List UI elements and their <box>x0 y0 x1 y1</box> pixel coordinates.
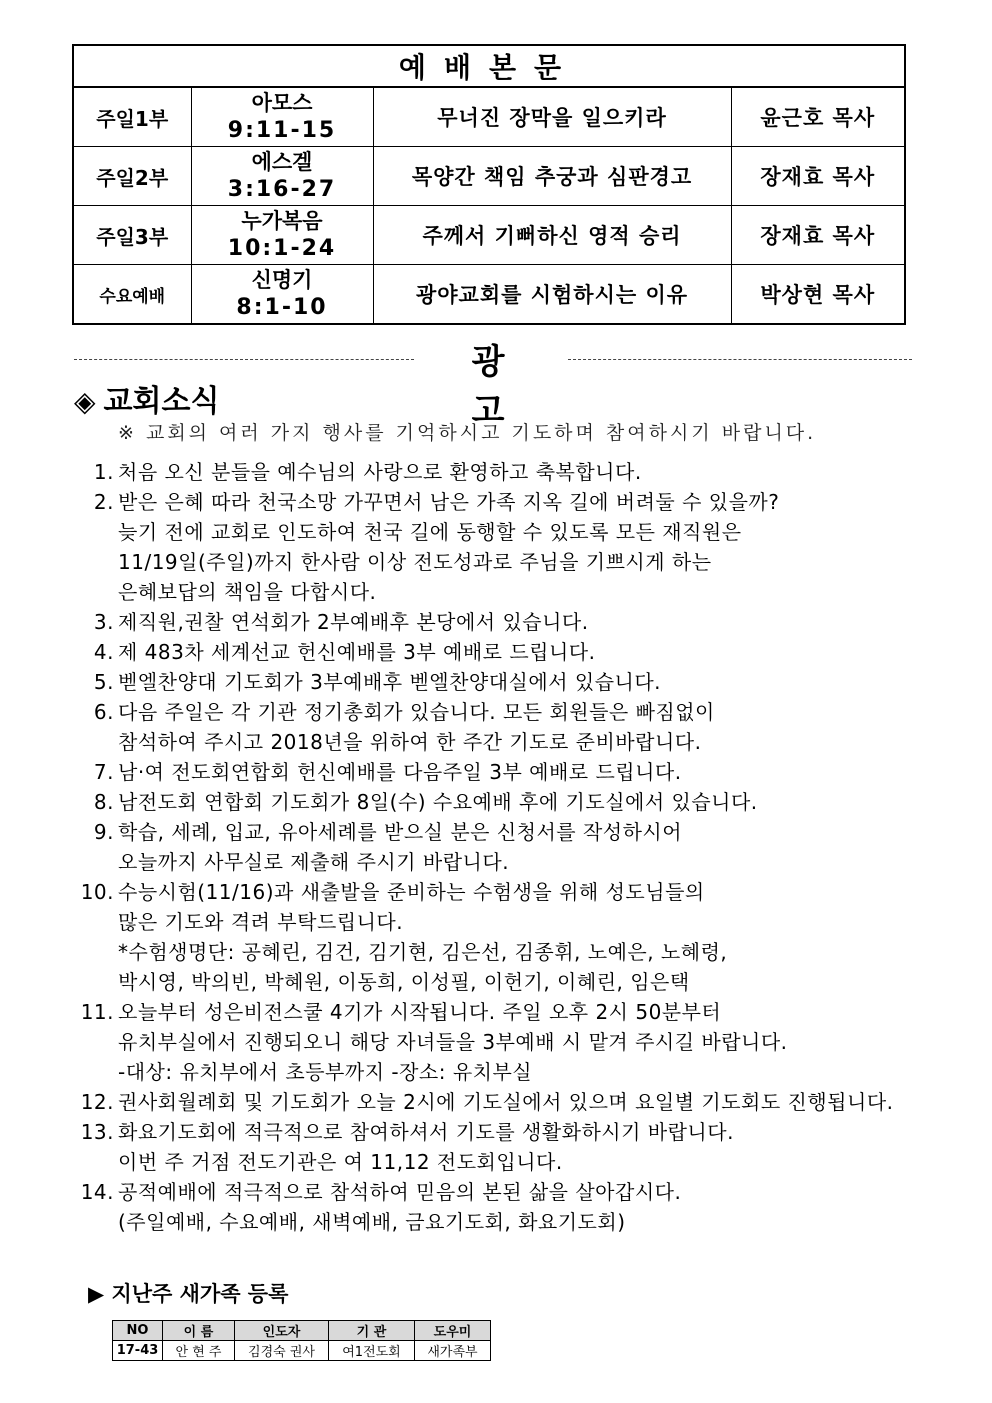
worship-table <box>72 44 906 325</box>
list-item-number: 12. <box>80 1090 114 1114</box>
list-item-number: 1. <box>93 460 114 484</box>
list-item-line: 11/19일(주일)까지 한사람 이상 전도성과로 주님을 기쁘시게 하는 <box>118 550 712 574</box>
scripture-book: 에스겔 <box>251 150 313 174</box>
church-news-heading <box>74 376 219 420</box>
worship-row <box>73 206 905 265</box>
worship-row <box>73 87 905 147</box>
list-item <box>70 487 930 607</box>
list-item-line: 참석하여 주시고 2018년을 위하여 한 주간 기도로 준비바랍니다. <box>118 730 702 754</box>
scripture-ref: 3:16-27 <box>227 177 337 202</box>
scripture <box>191 206 373 265</box>
list-item-line: (주일예배, 수요예배, 새벽예배, 금요기도회, 화요기도회) <box>118 1210 626 1234</box>
list-item <box>70 697 930 757</box>
list-item-number: 14. <box>80 1180 114 1204</box>
scripture-book: 신명기 <box>251 268 313 292</box>
church-news-note: ※ 교회의 여러 가지 행사를 기억하시고 기도하며 참여하시기 바랍니다. <box>118 422 817 444</box>
worship-row <box>73 265 905 325</box>
list-item-line: 많은 기도와 격려 부탁드립니다. <box>118 910 404 934</box>
list-item <box>70 667 930 697</box>
new-family-heading <box>88 1278 288 1308</box>
ads-divider-right <box>568 359 912 360</box>
scripture <box>191 87 373 147</box>
worship-table-title: 예배본문 <box>73 45 905 87</box>
worship-row <box>73 147 905 206</box>
list-item-number: 11. <box>80 1000 114 1024</box>
list-item <box>70 1087 930 1117</box>
list-item-line: 제 483차 세계선교 헌신예배를 3부 예배로 드립니다. <box>118 640 596 664</box>
list-item-line: 화요기도회에 적극적으로 참여하셔서 기도를 생활화하시기 바랍니다. <box>118 1120 734 1144</box>
list-item <box>70 457 930 487</box>
list-item-line: *수험생명단: 공혜린, 김건, 김기현, 김은선, 김종휘, 노예은, 노혜령, <box>118 940 728 964</box>
service-name: 주일1부 <box>73 87 191 147</box>
list-item-line: 다음 주일은 각 기관 정기총회가 있습니다. 모든 회원들은 빠짐없이 <box>118 700 715 724</box>
list-item-line: 박시영, 박의빈, 박혜원, 이동희, 이성필, 이헌기, 이혜린, 임은택 <box>118 970 690 994</box>
triangle-right-icon: ▶ <box>88 1282 105 1306</box>
list-item <box>70 877 930 997</box>
diamond-icon: ◈ <box>74 385 96 418</box>
scripture-ref: 10:1-24 <box>227 236 337 261</box>
list-item-line: -대상: 유치부에서 초등부까지 -장소: 유치부실 <box>118 1060 533 1084</box>
scripture-ref: 9:11-15 <box>227 118 337 143</box>
sermon-title: 광야교회를 시험하시는 이유 <box>373 265 731 325</box>
table-cell: 여1전도회 <box>329 1341 415 1361</box>
table-cell: 17-43 <box>113 1341 163 1361</box>
column-header: 인도자 <box>235 1321 329 1341</box>
pastor-name: 장재효 목사 <box>731 206 905 265</box>
list-item-line: 오늘까지 사무실로 제출해 주시기 바랍니다. <box>118 850 510 874</box>
list-item-number: 4. <box>93 640 114 664</box>
list-item-line: 늦기 전에 교회로 인도하여 천국 길에 동행할 수 있도록 모든 재직원은 <box>118 520 742 544</box>
scripture-book: 아모스 <box>251 91 313 115</box>
column-header: 이 름 <box>163 1321 235 1341</box>
list-item-line: 오늘부터 성은비전스쿨 4기가 시작됩니다. 주일 오후 2시 50분부터 <box>118 1000 722 1024</box>
list-item <box>70 757 930 787</box>
table-cell: 김경숙 권사 <box>235 1341 329 1361</box>
list-item-number: 3. <box>93 610 114 634</box>
service-name: 수요예배 <box>73 265 191 325</box>
table-cell: 새가족부 <box>415 1341 491 1361</box>
column-header: 기 관 <box>329 1321 415 1341</box>
pastor-name: 윤근호 목사 <box>731 87 905 147</box>
pastor-name: 박상현 목사 <box>731 265 905 325</box>
list-item-number: 2. <box>93 490 114 514</box>
pastor-name: 장재효 목사 <box>731 147 905 206</box>
list-item-number: 7. <box>93 760 114 784</box>
list-item <box>70 1177 930 1237</box>
list-item <box>70 637 930 667</box>
list-item-line: 받은 은혜 따라 천국소망 가꾸면서 남은 가족 지옥 길에 버려둘 수 있을까? <box>118 490 780 514</box>
list-item-line: 남전도회 연합회 기도회가 8일(수) 수요예배 후에 기도실에서 있습니다. <box>118 790 758 814</box>
ads-title: 광고 <box>471 342 539 431</box>
list-item-line: 은혜보답의 책임을 다합시다. <box>118 580 377 604</box>
list-item-number: 10. <box>80 880 114 904</box>
list-item-line: 처음 오신 분들을 예수님의 사랑으로 환영하고 축복합니다. <box>118 460 642 484</box>
service-name: 주일3부 <box>73 206 191 265</box>
table-cell: 안 현 주 <box>163 1341 235 1361</box>
list-item-line: 이번 주 거점 전도기관은 여 11,12 전도회입니다. <box>118 1150 563 1174</box>
list-item-number: 13. <box>80 1120 114 1144</box>
scripture-book: 누가복음 <box>241 209 323 233</box>
column-header: 도우미 <box>415 1321 491 1341</box>
column-header: NO <box>113 1321 163 1341</box>
list-item-number: 5. <box>93 670 114 694</box>
ads-divider-left <box>74 359 414 360</box>
list-item-line: 벧엘찬양대 기도회가 3부예배후 벧엘찬양대실에서 있습니다. <box>118 670 662 694</box>
scripture <box>191 265 373 325</box>
list-item-number: 8. <box>93 790 114 814</box>
sermon-title: 목양간 책임 추궁과 심판경고 <box>373 147 731 206</box>
list-item-line: 권사회월례회 및 기도회가 오늘 2시에 기도실에서 있으며 요일별 기도회도 진행됩니다. <box>118 1090 894 1114</box>
scripture <box>191 147 373 206</box>
list-item-line: 남·여 전도회연합회 헌신예배를 다음주일 3부 예배로 드립니다. <box>118 760 682 784</box>
list-item <box>70 997 930 1087</box>
announcement-list <box>70 457 930 1237</box>
sermon-title: 무너진 장막을 일으키라 <box>373 87 731 147</box>
sermon-title: 주께서 기뻐하신 영적 승리 <box>373 206 731 265</box>
church-news-title: 교회소식 <box>103 384 220 419</box>
list-item-line: 유치부실에서 진행되오니 해당 자녀들을 3부예배 시 맡겨 주시길 바랍니다. <box>118 1030 788 1054</box>
service-name: 주일2부 <box>73 147 191 206</box>
new-family-header-row <box>113 1321 491 1341</box>
list-item <box>70 817 930 877</box>
list-item-number: 6. <box>93 700 114 724</box>
list-item-line: 제직원,권찰 연석회가 2부예배후 본당에서 있습니다. <box>118 610 589 634</box>
list-item <box>70 787 930 817</box>
new-family-table <box>112 1320 491 1361</box>
list-item-line: 학습, 세례, 입교, 유아세례를 받으실 분은 신청서를 작성하시어 <box>118 820 683 844</box>
list-item-number: 9. <box>93 820 114 844</box>
list-item <box>70 1117 930 1177</box>
list-item-line: 수능시험(11/16)과 새출발을 준비하는 수험생을 위해 성도님들의 <box>118 880 705 904</box>
list-item <box>70 607 930 637</box>
list-item-line: 공적예배에 적극적으로 참석하여 믿음의 본된 삶을 살아갑시다. <box>118 1180 682 1204</box>
scripture-ref: 8:1-10 <box>236 295 328 320</box>
new-family-title: 지난주 새가족 등록 <box>111 1282 289 1306</box>
table-row <box>113 1341 491 1361</box>
